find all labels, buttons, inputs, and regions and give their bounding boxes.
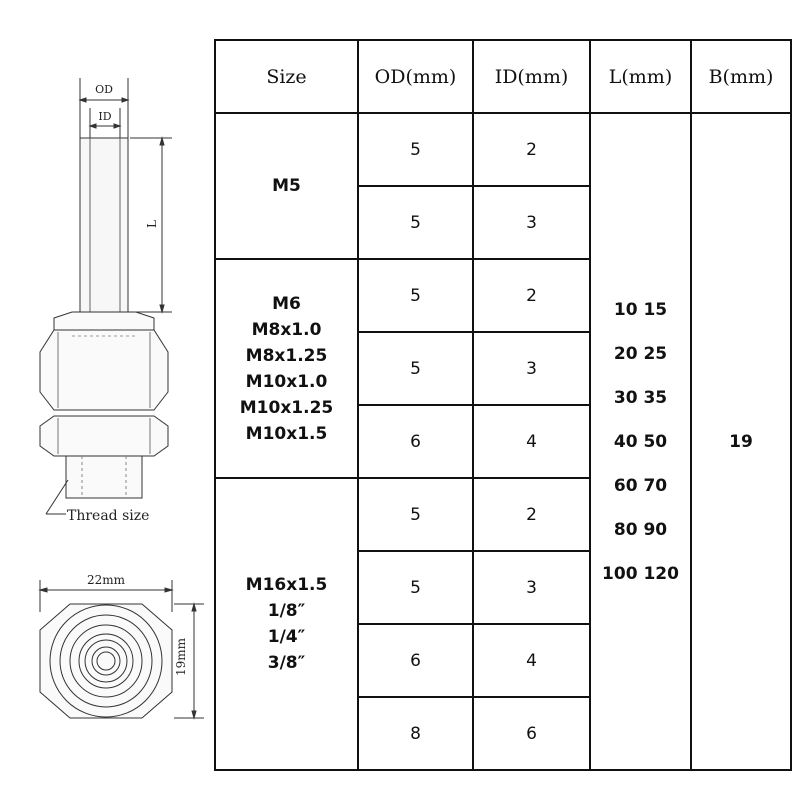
length-option: 80 90 — [613, 519, 668, 540]
od-label: OD — [95, 83, 113, 96]
header-row — [215, 40, 791, 113]
height-label: 19mm — [174, 637, 188, 677]
id-cell: 3 — [473, 332, 590, 405]
upper-nut — [40, 312, 168, 410]
header-l: L(mm) — [590, 40, 691, 113]
id-cell: 3 — [473, 551, 590, 624]
id-cell: 3 — [473, 186, 590, 259]
size-cell-group-2: M6 M8x1.0 M8x1.25 M10x1.0 M10x1.25 M10x1.5 — [215, 259, 358, 478]
id-cell: 2 — [473, 478, 590, 551]
thread — [66, 456, 142, 498]
l-label: L — [145, 220, 159, 228]
table-row — [215, 113, 791, 186]
width-label: 22mm — [86, 573, 126, 587]
id-cell: 4 — [473, 624, 590, 697]
header-b: B(mm) — [691, 40, 791, 113]
size-cell-group-3: M16x1.5 1/8″ 1/4″ 3/8″ — [215, 478, 358, 770]
id-dimension — [90, 108, 120, 138]
b-value-cell: 19 — [691, 113, 791, 770]
id-cell: 6 — [473, 697, 590, 770]
length-option: 60 70 — [613, 475, 668, 496]
od-dimension — [80, 78, 128, 138]
length-option: 100 120 — [602, 563, 679, 584]
header-od: OD(mm) — [358, 40, 473, 113]
od-cell: 6 — [358, 624, 473, 697]
od-cell: 5 — [358, 113, 473, 186]
fitting-technical-drawing — [0, 0, 215, 800]
length-option: 10 15 — [613, 299, 668, 320]
id-cell: 2 — [473, 113, 590, 186]
thread-size-label: Thread size — [67, 508, 150, 524]
od-cell: 5 — [358, 259, 473, 332]
l-dimension — [130, 138, 172, 312]
lower-nut — [40, 416, 168, 456]
od-cell: 5 — [358, 332, 473, 405]
header-size: Size — [215, 40, 358, 113]
size-cell-group-1: M5 — [215, 113, 358, 259]
length-option: 20 25 — [613, 343, 668, 364]
length-options-cell — [590, 113, 691, 770]
tube — [80, 138, 128, 312]
length-option: 40 50 — [613, 431, 668, 452]
id-label: ID — [98, 110, 112, 123]
specification-table — [214, 39, 792, 771]
length-option: 30 35 — [613, 387, 668, 408]
od-cell: 8 — [358, 697, 473, 770]
od-cell: 6 — [358, 405, 473, 478]
id-cell: 2 — [473, 259, 590, 332]
id-cell: 4 — [473, 405, 590, 478]
header-id: ID(mm) — [473, 40, 590, 113]
od-cell: 5 — [358, 186, 473, 259]
od-cell: 5 — [358, 478, 473, 551]
bottom-view — [40, 573, 204, 718]
od-cell: 5 — [358, 551, 473, 624]
